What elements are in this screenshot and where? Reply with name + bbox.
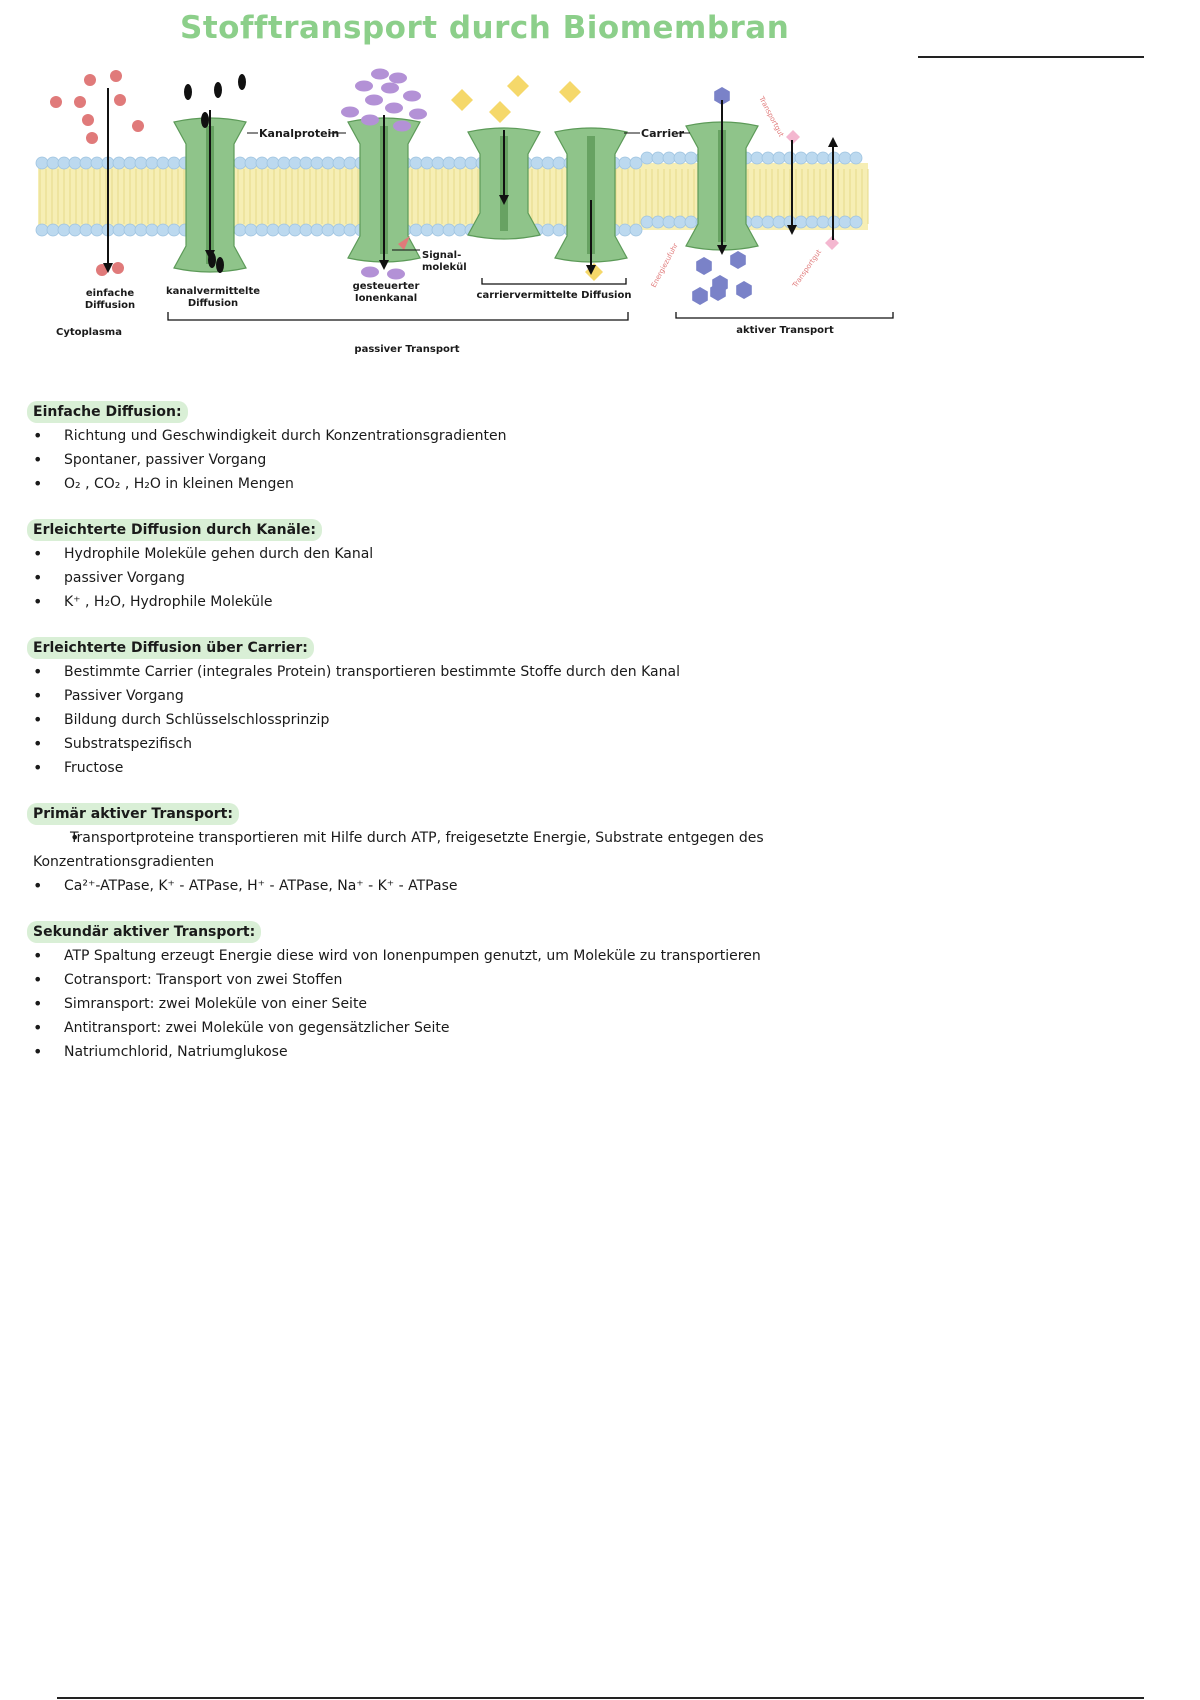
membrane-transport-diagram [0, 60, 900, 370]
lipid-head [674, 152, 686, 164]
lipid-head [289, 157, 301, 169]
list-item: • Passiver Vorgang [33, 684, 933, 708]
pink-molecule [84, 74, 96, 86]
section-heading: Einfache Diffusion: [27, 401, 188, 423]
purple-molecule [393, 121, 411, 132]
lipid-head [619, 157, 631, 169]
yellow-molecule [585, 263, 603, 281]
lipid-head [278, 224, 290, 236]
pink-molecule [74, 96, 86, 108]
list-item: • Natriumchlorid, Natriumglukose [33, 1040, 933, 1064]
lipid-head [58, 157, 70, 169]
lipid-head [421, 224, 433, 236]
lipid-head [652, 152, 664, 164]
lipid-head [817, 152, 829, 164]
list-item: • Bestimmte Carrier (integrales Protein) transportieren bestimmte Stoffe durch den Kanal [33, 660, 933, 684]
label-carrier: Carrier [641, 127, 685, 140]
page-title: Stofftransport durch Biomembran [180, 10, 790, 46]
label-kanalprotein: Kanalprotein [259, 127, 340, 140]
lipid-head [256, 157, 268, 169]
purple-molecule [403, 91, 421, 102]
lipid-head [443, 224, 455, 236]
label-gated-2: Ionenkanal [354, 293, 418, 304]
lipid-head [58, 224, 70, 236]
lipid-head [157, 157, 169, 169]
lipid-head [36, 157, 48, 169]
lipid-head [267, 224, 279, 236]
bullet-list [33, 424, 933, 496]
lipid-head [311, 157, 323, 169]
purple-molecule [371, 69, 389, 80]
label-simple-1: einfache [85, 288, 135, 299]
label-energy: Energiezufuhr [649, 241, 680, 289]
list-item: • ATP Spaltung erzeugt Energie diese wird von Ionenpumpen genutzt, um Moleküle zu transportieren [33, 944, 933, 968]
lipid-head [850, 152, 862, 164]
lipid-head [234, 224, 246, 236]
lipid-head [333, 224, 345, 236]
lipid-head [234, 157, 246, 169]
top-rule [918, 56, 1144, 58]
lipid-head [630, 224, 642, 236]
list-item: • Cotransport: Transport von zwei Stoffen [33, 968, 933, 992]
lipid-head [135, 224, 147, 236]
lipid-head [300, 157, 312, 169]
black-molecule [201, 112, 209, 128]
bracket-active [676, 312, 893, 318]
lipid-head [795, 216, 807, 228]
list-item: • Hydrophile Moleküle gehen durch den Kanal [33, 542, 933, 566]
lipid-head [553, 157, 565, 169]
lipid-head [168, 157, 180, 169]
lipid-head [113, 224, 125, 236]
list-item: • Richtung und Geschwindigkeit durch Konzentrationsgradienten [33, 424, 933, 448]
blue-molecule [736, 281, 752, 299]
list-item: • K⁺ , H₂O, Hydrophile Moleküle [33, 590, 933, 614]
section-heading: Sekundär aktiver Transport: [27, 921, 261, 943]
lipid-head [432, 157, 444, 169]
bullet-list [33, 944, 933, 1064]
label-passive: passiver Transport [354, 344, 460, 355]
label-channel-2: Diffusion [187, 298, 239, 309]
notes [33, 400, 933, 1086]
lipid-head [421, 157, 433, 169]
lipid-head [806, 152, 818, 164]
lipid-head [773, 216, 785, 228]
pink-molecule [86, 132, 98, 144]
lipid-head [839, 216, 851, 228]
purple-molecule [409, 109, 427, 120]
lipid-head [91, 224, 103, 236]
lipid-head [36, 224, 48, 236]
list-item: • Ca²⁺-ATPase, K⁺ - ATPase, H⁺ - ATPase, Na⁺ - K⁺ - ATPase [33, 874, 933, 898]
lipid-head [652, 216, 664, 228]
lipid-head [333, 157, 345, 169]
bottom-rule [57, 1697, 1144, 1699]
section-channel-diffusion [33, 518, 933, 614]
lipid-head [630, 157, 642, 169]
lipid-head [542, 157, 554, 169]
lipid-head [245, 224, 257, 236]
lipid-head [410, 224, 422, 236]
lipid-head [47, 224, 59, 236]
purple-molecule [389, 73, 407, 84]
pink-molecule [110, 70, 122, 82]
yellow-molecule [507, 75, 529, 97]
label-cargo-top: Transportgut [757, 95, 786, 139]
lipid-head [751, 152, 763, 164]
list-item: • Simransport: zwei Moleküle von einer Seite [33, 992, 933, 1016]
section-simple-diffusion [33, 400, 933, 496]
bracket-passive [168, 312, 628, 320]
lipid-head [762, 152, 774, 164]
lipid-head [806, 216, 818, 228]
lipid-head [311, 224, 323, 236]
lipid-head [124, 224, 136, 236]
bracket-carrier [482, 278, 626, 284]
pink-molecule [114, 94, 126, 106]
lipid-head [146, 224, 158, 236]
black-molecule [184, 84, 192, 100]
lipid-head [465, 157, 477, 169]
lipid-head [443, 157, 455, 169]
label-cargo-bottom: Transportgut [791, 248, 824, 290]
section-secondary-active [33, 920, 933, 1064]
lipid-head [641, 216, 653, 228]
lipid-head [850, 216, 862, 228]
lipid-head [47, 157, 59, 169]
lipid-head [531, 157, 543, 169]
lipid-head [113, 157, 125, 169]
yellow-molecule [559, 81, 581, 103]
lipid-head [784, 152, 796, 164]
lipid-head [135, 157, 147, 169]
purple-molecule [381, 83, 399, 94]
lipid-head [773, 152, 785, 164]
label-active: aktiver Transport [736, 325, 834, 336]
lipid-head [674, 216, 686, 228]
lipid-head [80, 224, 92, 236]
lipid-head [289, 224, 301, 236]
label-simple-2: Diffusion [84, 300, 136, 311]
black-molecule [214, 82, 222, 98]
bullet-list [33, 542, 933, 614]
yellow-molecule [451, 89, 473, 111]
lipid-head [685, 216, 697, 228]
lipid-head [69, 224, 81, 236]
pink-molecule [96, 264, 108, 276]
lipid-head [278, 157, 290, 169]
purple-molecule [361, 115, 379, 126]
purple-molecule [365, 95, 383, 106]
purple-molecule [355, 81, 373, 92]
list-item: • Bildung durch Schlüsselschlossprinzip [33, 708, 933, 732]
section-heading: Primär aktiver Transport: [27, 803, 239, 825]
lipid-head [344, 157, 356, 169]
pink-molecule [82, 114, 94, 126]
lipid-head [300, 224, 312, 236]
lipid-head [454, 224, 466, 236]
label-signal-1: Signal- [422, 250, 462, 261]
yellow-molecule [489, 101, 511, 123]
lipid-head [91, 157, 103, 169]
purple-molecule [387, 269, 405, 280]
section-heading: Erleichterte Diffusion über Carrier: [27, 637, 314, 659]
list-item: • Fructose [33, 756, 933, 780]
label-channel-1: kanalvermittelte [165, 286, 261, 297]
lipid-head [245, 157, 257, 169]
pink-molecule [112, 262, 124, 274]
blue-molecule [696, 257, 712, 275]
section-heading: Erleichterte Diffusion durch Kanäle: [27, 519, 322, 541]
list-item: • Substratspezifisch [33, 732, 933, 756]
purple-molecule [341, 107, 359, 118]
lipid-head [795, 152, 807, 164]
lipid-head [157, 224, 169, 236]
lipid-head [410, 157, 422, 169]
lipid-head [168, 224, 180, 236]
label-cytoplasma: Cytoplasma [56, 327, 122, 338]
black-molecule [238, 74, 246, 90]
lipid-head [344, 224, 356, 236]
purple-molecule [385, 103, 403, 114]
lipid-head [839, 152, 851, 164]
section-primary-active [33, 802, 933, 898]
blue-molecule [692, 287, 708, 305]
lipid-head [542, 224, 554, 236]
lipid-head [267, 157, 279, 169]
lipid-head [663, 152, 675, 164]
pink-molecule [50, 96, 62, 108]
lipid-head [454, 157, 466, 169]
lipid-head [685, 152, 697, 164]
label-gated-1: gesteuerter [352, 281, 420, 292]
lipid-head [80, 157, 92, 169]
lipid-head [762, 216, 774, 228]
list-item: • Antitransport: zwei Moleküle von gegensätzlicher Seite [33, 1016, 933, 1040]
bullet-list [33, 826, 933, 898]
bullet-list [33, 660, 933, 780]
label-signal-2: molekül [422, 262, 467, 273]
list-item: • Spontaner, passiver Vorgang [33, 448, 933, 472]
lipid-head [124, 157, 136, 169]
lipid-head [322, 157, 334, 169]
lipid-head [817, 216, 829, 228]
lipid-head [432, 224, 444, 236]
list-item: • passiver Vorgang [33, 566, 933, 590]
purple-molecule [361, 267, 379, 278]
lipid-head [322, 224, 334, 236]
lipid-head [146, 157, 158, 169]
lipid-head [784, 216, 796, 228]
lipid-head [553, 224, 565, 236]
pink-molecule [132, 120, 144, 132]
lipid-head [256, 224, 268, 236]
blue-molecule [730, 251, 746, 269]
lipid-head [619, 224, 631, 236]
lipid-head [641, 152, 653, 164]
list-item: • Transportproteine transportieren mit Hilfe durch ATP, freigesetzte Energie, Substrate entgegen des Konzentrationsgradienten [33, 826, 933, 874]
lipid-head [69, 157, 81, 169]
black-molecule [216, 257, 224, 273]
label-carrier-diffusion: carriervermittelte Diffusion [476, 290, 632, 301]
section-carrier-diffusion [33, 636, 933, 780]
list-item: • O₂ , CO₂ , H₂O in kleinen Mengen [33, 472, 933, 496]
lipid-head [663, 216, 675, 228]
lipid-head [751, 216, 763, 228]
